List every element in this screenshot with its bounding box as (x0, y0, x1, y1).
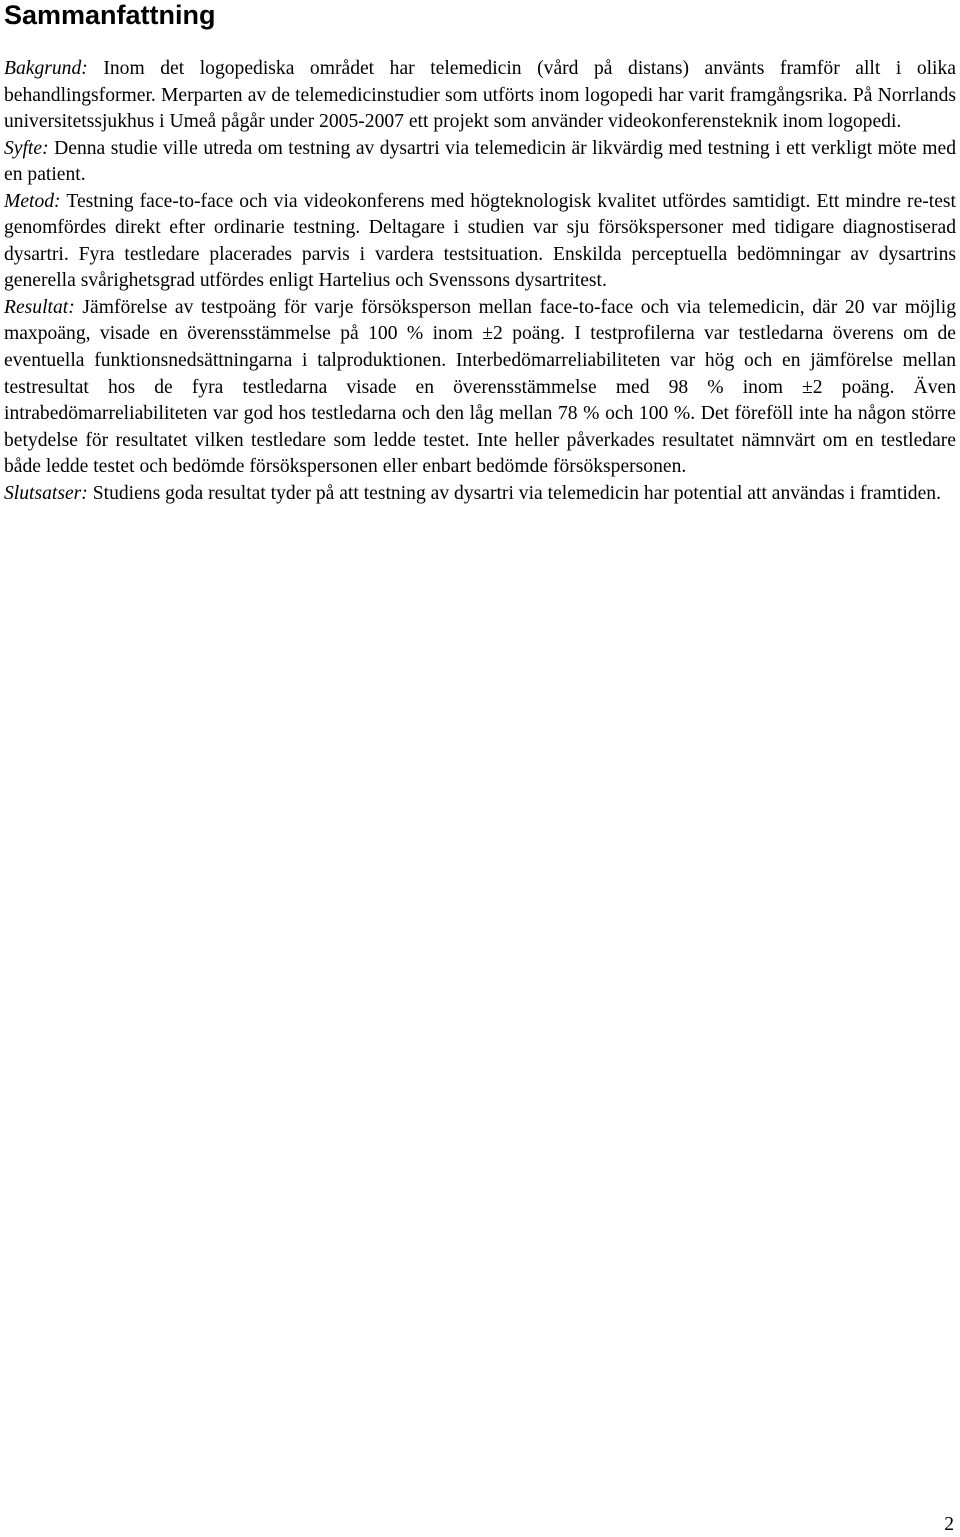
section-aim (4, 136, 956, 189)
section-text: Testning face-to-face och via videokonferens med högteknologisk kvalitet utfördes samtidigt. Ett mindre re-test genomfördes direkt efter ordinarie testning. Deltagare i studien var sju försökspersoner med tidigare diagnostiserad dysartri. Fyra testledare placerades parvis i vardera testsituation. Enskilda perceptuella bedömningar av dysartrins generella svårighetsgrad utfördes enligt Hartelius och Svenssons dysartritest. (4, 190, 956, 292)
section-label: Slutsatser: (4, 482, 88, 504)
section-label: Resultat: (4, 296, 75, 318)
section-label: Metod: (4, 190, 61, 212)
section-method (4, 189, 956, 295)
abstract-body (4, 56, 956, 507)
section-text: Jämförelse av testpoäng för varje försöksperson mellan face-to-face och via telemedicin, där 20 var möjlig maxpoäng, visade en överensstämmelse på 100 % inom ±2 poäng. I testprofilerna var testledarna överens om de eventuella funktionsnedsättningarna i talproduktionen. Interbedömarreliabiliteten var hög och en jämförelse mellan testresultat hos de fyra testledarna visade en överensstämmelse med 98 % inom ±2 poäng. Även intrabedömarreliabiliteten var god hos testledarna och den låg mellan 78 % och 100 %. Det föreföll inte ha någon större betydelse för resultatet vilken testledare som ledde testet. Inte heller påverkades resultatet nämnvärt om en testledare både ledde testet och bedömde försökspersonen eller enbart bedömde försökspersonen. (4, 296, 956, 478)
section-results (4, 295, 956, 481)
section-label: Bakgrund: (4, 58, 88, 79)
section-text: Studiens goda resultat tyder på att testning av dysartri via telemedicin har potential att användas i framtiden. (87, 482, 941, 504)
section-text: Denna studie ville utreda om testning av dysartri via telemedicin är likvärdig med testning i ett verkligt möte med en patient. (4, 137, 956, 186)
section-text: Inom det logopediska området har telemedicin (vård på distans) använts framför allt i olika behandlingsformer. Merparten av de telemedicinstudier som utförts inom logopedi har varit framgångsrika. På Norrlands universitetssjukhus i Umeå pågår under 2005-2007 ett projekt som använder videokonferensteknik inom logopedi. (4, 58, 956, 133)
page-number: 2 (944, 1514, 954, 1535)
page-title: Sammanfattning (4, 0, 216, 30)
section-label: Syfte: (4, 137, 49, 159)
section-background (4, 56, 956, 136)
section-conclusions (4, 481, 956, 508)
